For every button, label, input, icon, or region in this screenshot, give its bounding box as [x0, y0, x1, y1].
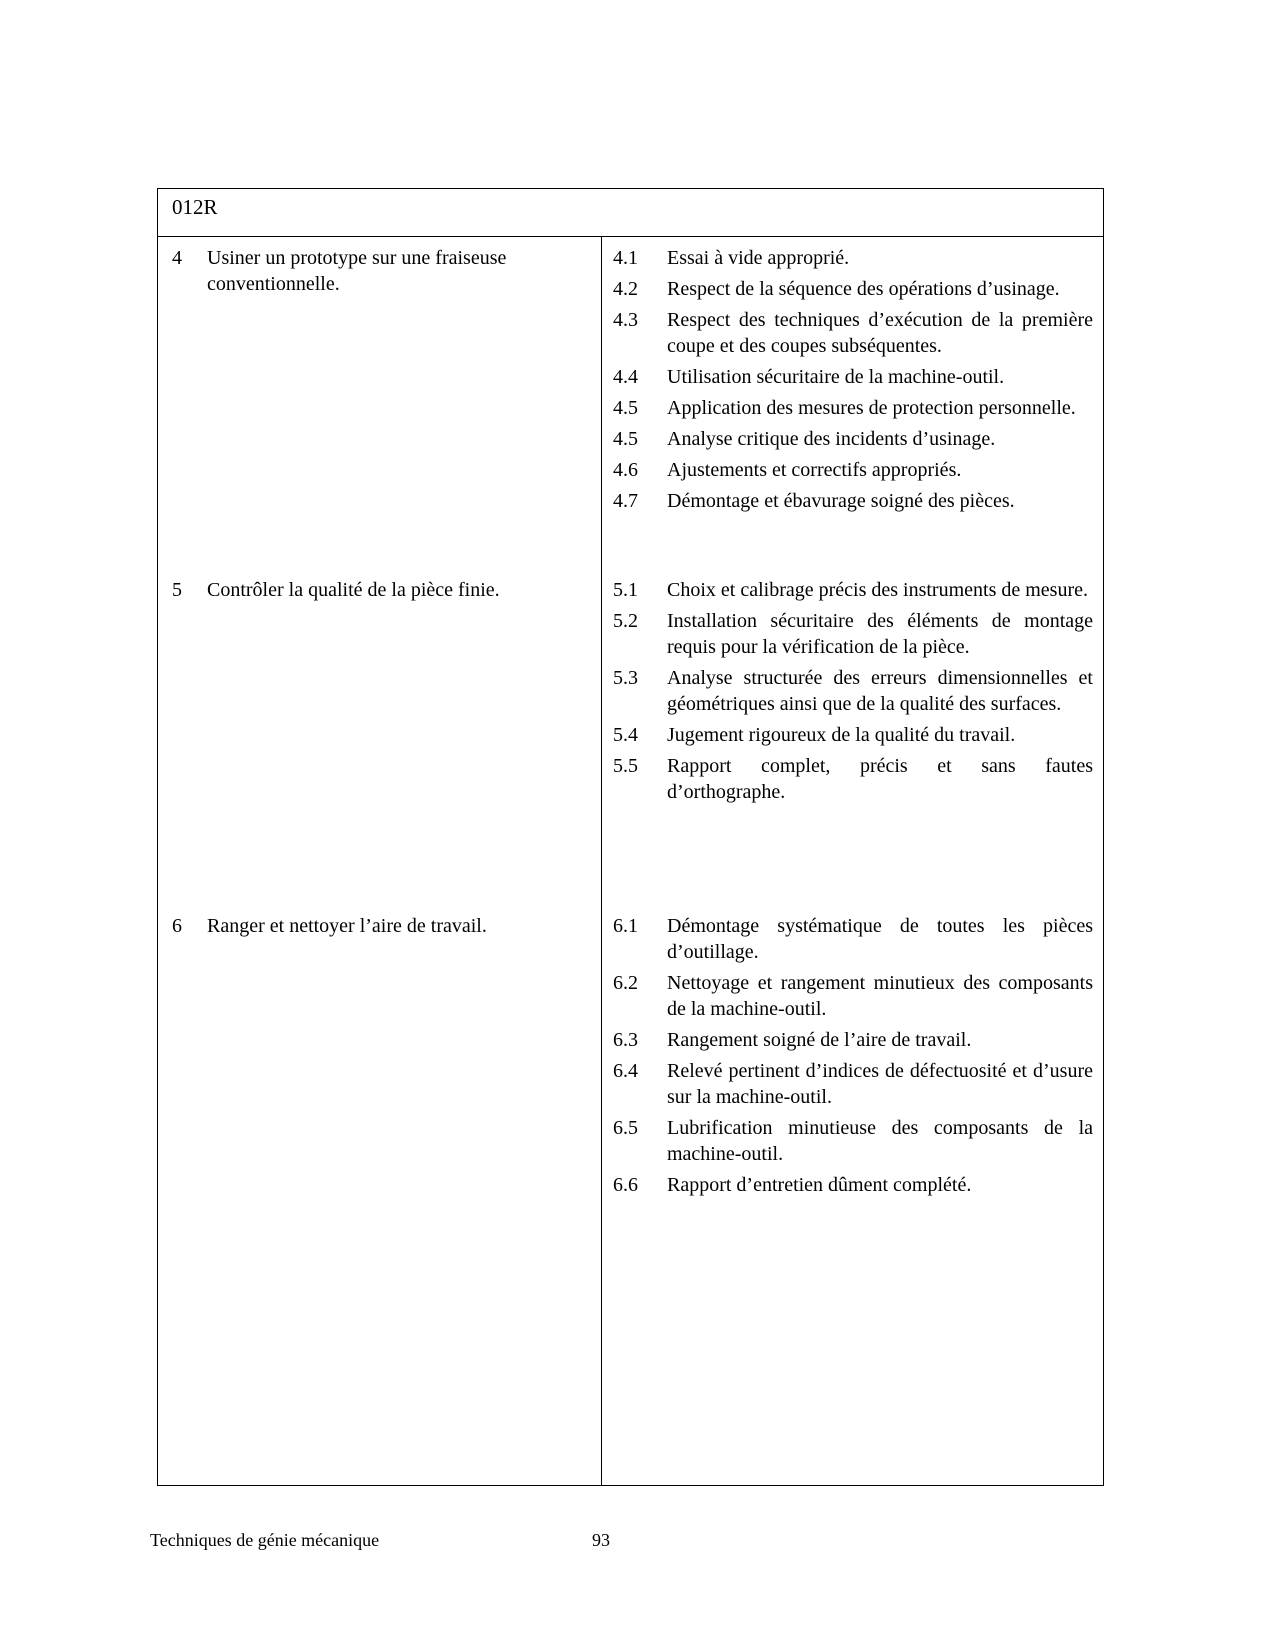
criterion-number: 5.2 — [613, 610, 638, 632]
element-cell — [172, 913, 582, 939]
criterion-item — [613, 577, 1093, 603]
criterion-text: Essai à vide approprié. — [667, 247, 850, 269]
criteria-list — [613, 577, 1093, 810]
criterion-number: 4.1 — [613, 247, 638, 269]
criterion-text: Rapport complet, précis et sans fautes d’orthographe. — [667, 755, 1093, 803]
criterion-item — [613, 913, 1093, 965]
criterion-number: 4.2 — [613, 278, 638, 300]
criterion-item — [613, 1027, 1093, 1053]
table-header — [158, 189, 1103, 237]
criterion-item — [613, 608, 1093, 660]
criterion-text: Analyse structurée des erreurs dimensionnelles et géométriques ainsi que de la qualité des surfaces. — [667, 667, 1093, 715]
criterion-item — [613, 245, 1093, 271]
criterion-item — [613, 722, 1093, 748]
criterion-text: Application des mesures de protection personnelle. — [667, 397, 1076, 419]
element-cell — [172, 577, 582, 603]
criterion-number: 6.4 — [613, 1060, 638, 1082]
criteria-list — [613, 245, 1093, 519]
criterion-number: 6.2 — [613, 972, 638, 994]
criterion-number: 5.4 — [613, 724, 638, 746]
criterion-number: 6.5 — [613, 1117, 638, 1139]
criterion-item — [613, 970, 1093, 1022]
criterion-text: Utilisation sécuritaire de la machine-outil. — [667, 366, 1005, 388]
criterion-item — [613, 488, 1093, 514]
element-cell — [172, 245, 582, 297]
criterion-number: 4.7 — [613, 490, 638, 512]
criterion-item — [613, 457, 1093, 483]
competency-code: 012R — [172, 195, 218, 219]
criterion-item — [613, 395, 1093, 421]
element-text: Usiner un prototype sur une fraiseuse conventionnelle. — [207, 247, 507, 295]
criterion-item — [613, 426, 1093, 452]
criterion-number: 5.3 — [613, 667, 638, 689]
criterion-number: 5.5 — [613, 755, 638, 777]
element-number: 4 — [172, 247, 182, 269]
criterion-item — [613, 307, 1093, 359]
element-text: Ranger et nettoyer l’aire de travail. — [207, 915, 487, 937]
criterion-text: Respect des techniques d’exécution de la première coupe et des coupes subséquentes. — [667, 309, 1093, 357]
criterion-text: Rangement soigné de l’aire de travail. — [667, 1029, 972, 1051]
criterion-text: Rapport d’entretien dûment complété. — [667, 1174, 972, 1196]
criterion-number: 6.3 — [613, 1029, 638, 1051]
page-footer — [150, 1530, 610, 1551]
criterion-text: Choix et calibrage précis des instruments de mesure. — [667, 579, 1088, 601]
criterion-number: 6.6 — [613, 1174, 638, 1196]
criterion-item — [613, 665, 1093, 717]
element-number: 5 — [172, 579, 182, 601]
competency-table — [157, 188, 1104, 1486]
criterion-text: Jugement rigoureux de la qualité du travail. — [667, 724, 1016, 746]
criterion-number: 4.5 — [613, 428, 638, 450]
criterion-item — [613, 1115, 1093, 1167]
criterion-text: Nettoyage et rangement minutieux des composants de la machine-outil. — [667, 972, 1093, 1020]
page-number: 93 — [592, 1530, 610, 1550]
criterion-number: 5.1 — [613, 579, 638, 601]
criterion-text: Relevé pertinent d’indices de défectuosité et d’usure sur la machine-outil. — [667, 1060, 1093, 1108]
criterion-number: 4.4 — [613, 366, 638, 388]
criterion-number: 4.6 — [613, 459, 638, 481]
criterion-item — [613, 364, 1093, 390]
criterion-item — [613, 276, 1093, 302]
criterion-item — [613, 1172, 1093, 1198]
criterion-text: Ajustements et correctifs appropriés. — [667, 459, 962, 481]
criterion-text: Respect de la séquence des opérations d’usinage. — [667, 278, 1060, 300]
criterion-item — [613, 753, 1093, 805]
column-divider — [601, 237, 602, 1485]
footer-title: Techniques de génie mécanique — [150, 1530, 380, 1550]
criterion-text: Démontage et ébavurage soigné des pièces. — [667, 490, 1015, 512]
criterion-number: 6.1 — [613, 915, 638, 937]
criterion-text: Démontage systématique de toutes les pièces d’outillage. — [667, 915, 1093, 963]
criterion-text: Installation sécuritaire des éléments de montage requis pour la vérification de la pièce. — [667, 610, 1093, 658]
element-number: 6 — [172, 915, 182, 937]
criterion-number: 4.3 — [613, 309, 638, 331]
criterion-text: Analyse critique des incidents d’usinage. — [667, 428, 996, 450]
criterion-item — [613, 1058, 1093, 1110]
criteria-list — [613, 913, 1093, 1203]
criterion-number: 4.5 — [613, 397, 638, 419]
element-text: Contrôler la qualité de la pièce finie. — [207, 579, 500, 601]
criterion-text: Lubrification minutieuse des composants de la machine-outil. — [667, 1117, 1093, 1165]
